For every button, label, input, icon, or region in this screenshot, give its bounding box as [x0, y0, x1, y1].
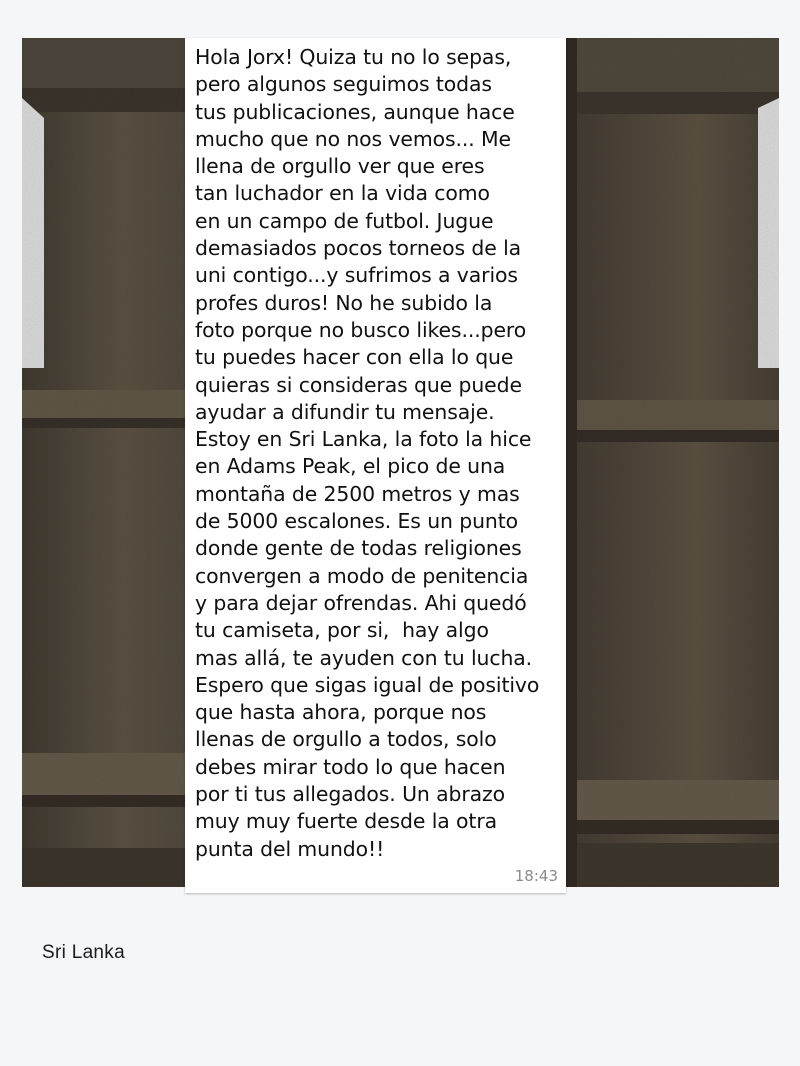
- message-line: en Adams Peak, el pico de una: [195, 454, 506, 479]
- message-line: llena de orgullo ver que eres: [195, 154, 485, 179]
- message-timestamp: 18:43: [514, 867, 558, 885]
- message-line: tus publicaciones, aunque hace: [195, 99, 515, 124]
- message-line: en un campo de futbol. Jugue: [195, 208, 494, 233]
- message-line: por ti tus allegados. Un abrazo: [195, 782, 505, 807]
- message-line: uni contigo...y sufrimos a varios: [195, 263, 518, 288]
- message-line: demasiados pocos torneos de la: [195, 236, 522, 261]
- message-line: llenas de orgullo a todos, solo: [195, 727, 497, 752]
- message-line: quieras si consideras que puede: [195, 372, 522, 397]
- message-line: muy muy fuerte desde la otra: [195, 809, 497, 834]
- message-line: que hasta ahora, porque nos: [195, 700, 487, 725]
- message-line: pero algunos seguimos todas: [195, 72, 492, 97]
- message-line: punta del mundo!!: [195, 836, 385, 861]
- message-line: foto porque no busco likes...pero: [195, 317, 527, 342]
- message-line: Estoy en Sri Lanka, la foto la hice: [195, 427, 532, 452]
- message-line: tu camiseta, por si, hay algo: [195, 618, 489, 643]
- message-line: debes mirar todo lo que hacen: [195, 754, 506, 779]
- message-line: montaña de 2500 metros y mas: [195, 481, 520, 506]
- message-line: tan luchador en la vida como: [195, 181, 490, 206]
- message-text: [195, 44, 560, 863]
- message-line: profes duros! No he subido la: [195, 290, 493, 315]
- message-line: tu puedes hacer con ella lo que: [195, 345, 514, 370]
- message-line: ayudar a difundir tu mensaje.: [195, 399, 495, 424]
- message-bubble: [185, 38, 566, 893]
- message-line: donde gente de todas religiones: [195, 536, 522, 561]
- message-line: mas allá, te ayuden con tu lucha.: [195, 645, 533, 670]
- post-caption: Sri Lanka: [42, 942, 125, 963]
- message-line: mucho que no nos vemos... Me: [195, 126, 511, 151]
- message-line: de 5000 escalones. Es un punto: [195, 509, 518, 534]
- message-line: Espero que sigas igual de positivo: [195, 672, 540, 697]
- message-line: Hola Jorx! Quiza tu no lo sepas,: [195, 45, 512, 69]
- message-line: y para dejar ofrendas. Ahi quedó: [195, 590, 527, 615]
- message-line: convergen a modo de penitencia: [195, 563, 529, 588]
